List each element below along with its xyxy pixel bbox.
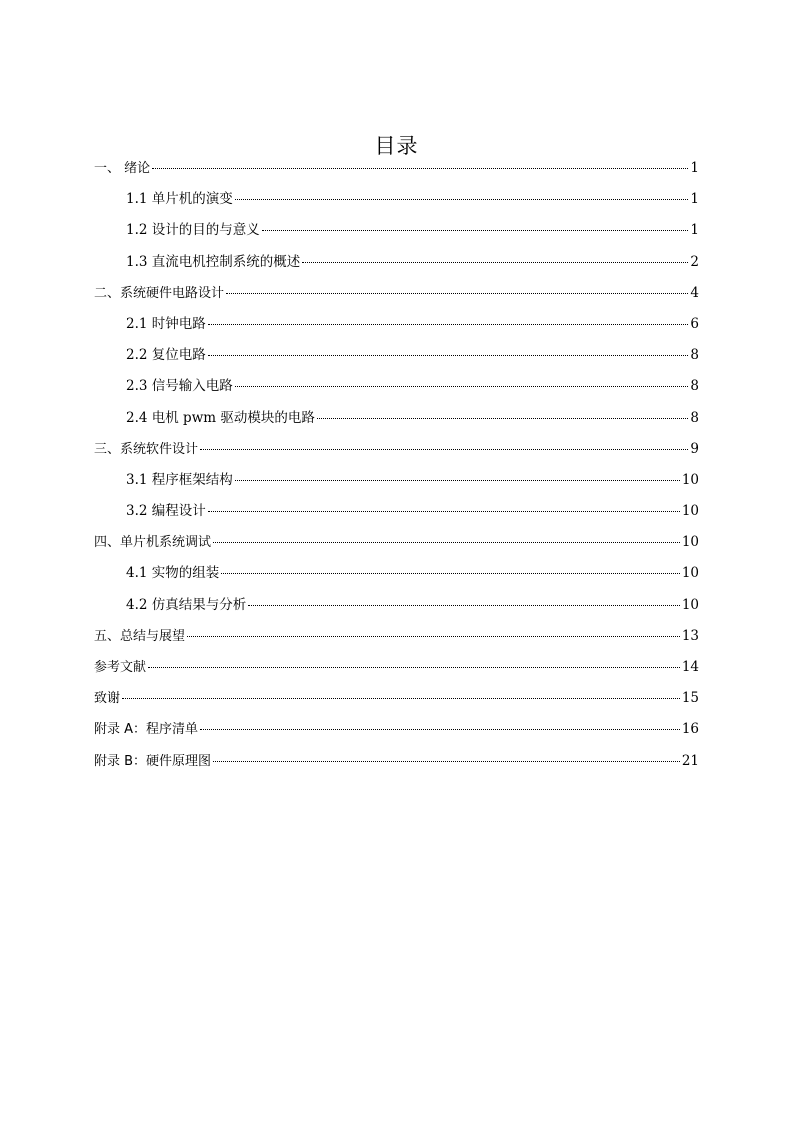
toc-entry-page-number: 10 [681, 503, 699, 520]
toc-entry-page-number: 2 [690, 253, 699, 270]
toc-entry-page-number: 10 [681, 471, 699, 488]
toc-entry-page-number: 21 [681, 752, 699, 769]
toc-entry[interactable] [94, 405, 699, 436]
toc-entry-label: 1.2 设计的目的与意义 [126, 222, 260, 239]
table-of-contents [94, 155, 699, 779]
dot-leader [208, 355, 689, 356]
dot-leader [213, 761, 680, 762]
dot-leader [152, 168, 688, 169]
dot-leader [208, 511, 680, 512]
toc-entry-label: 2.1 时钟电路 [126, 315, 206, 332]
toc-entry-label: 附录 A：程序清单 [94, 722, 199, 738]
dot-leader [235, 480, 680, 481]
toc-entry-label: 1.3 直流电机控制系统的概述 [126, 253, 301, 270]
toc-entry-page-number: 8 [690, 409, 699, 426]
toc-entry[interactable] [94, 186, 699, 217]
toc-entry-page-number: 10 [681, 565, 699, 582]
toc-entry-label: 3.1 程序框架结构 [126, 471, 233, 488]
toc-entry-page-number: 8 [690, 347, 699, 364]
toc-entry-page-number: 10 [681, 534, 699, 551]
dot-leader [122, 698, 680, 699]
toc-entry-page-number: 1 [690, 160, 699, 176]
toc-entry-page-number: 13 [681, 627, 699, 644]
toc-entry[interactable] [94, 560, 699, 591]
dot-leader [221, 573, 680, 574]
toc-entry-label: 2.3 信号输入电路 [126, 378, 233, 395]
dot-leader [262, 230, 689, 231]
toc-entry[interactable] [94, 716, 699, 747]
dot-leader [235, 199, 689, 200]
dot-leader [187, 636, 680, 637]
toc-entry[interactable] [94, 685, 699, 716]
toc-entry-label: 3.2 编程设计 [126, 503, 206, 520]
toc-entry-label: 五、总结与展望 [94, 628, 186, 644]
toc-entry[interactable] [94, 155, 699, 186]
toc-entry-label: 附录 B：硬件原理图 [94, 753, 212, 769]
dot-leader [248, 605, 680, 606]
toc-entry[interactable] [94, 623, 699, 654]
toc-entry-label: 4.1 实物的组装 [126, 565, 220, 582]
toc-entry-page-number: 9 [690, 440, 699, 457]
toc-entry-label: 2.4 电机 pwm 驱动模块的电路 [126, 409, 315, 426]
dot-leader [208, 324, 689, 325]
toc-entry[interactable] [94, 467, 699, 498]
toc-entry-label: 参考文献 [94, 660, 147, 675]
toc-entry[interactable] [94, 249, 699, 280]
toc-entry-page-number: 1 [690, 191, 699, 208]
toc-entry-label: 一、 绪论 [94, 161, 151, 176]
toc-entry[interactable] [94, 373, 699, 404]
dot-leader [235, 386, 689, 387]
toc-entry[interactable] [94, 342, 699, 373]
toc-entry-label: 2.2 复位电路 [126, 347, 206, 364]
toc-entry[interactable] [94, 654, 699, 685]
toc-entry[interactable] [94, 592, 699, 623]
toc-entry-page-number: 14 [681, 659, 699, 675]
toc-title: 目录 [374, 134, 419, 159]
toc-entry-label: 1.1 单片机的演变 [126, 191, 233, 208]
toc-entry-page-number: 10 [681, 596, 699, 613]
dot-leader [302, 262, 688, 263]
toc-entry[interactable] [94, 748, 699, 779]
dot-leader [213, 542, 680, 543]
dot-leader [317, 418, 689, 419]
toc-entry[interactable] [94, 436, 699, 467]
toc-entry[interactable] [94, 529, 699, 560]
toc-entry-page-number: 6 [690, 315, 699, 332]
toc-entry-label: 二、系统硬件电路设计 [94, 285, 225, 301]
dot-leader [148, 667, 680, 668]
dot-leader [200, 729, 680, 730]
toc-entry-label: 三、系统软件设计 [94, 441, 199, 457]
toc-entry-page-number: 8 [690, 378, 699, 395]
toc-entry[interactable] [94, 280, 699, 311]
toc-entry[interactable] [94, 311, 699, 342]
dot-leader [200, 449, 688, 450]
toc-entry-label: 4.2 仿真结果与分析 [126, 596, 247, 613]
toc-entry-page-number: 4 [690, 284, 699, 301]
toc-entry-label: 四、单片机系统调试 [94, 535, 212, 551]
dot-leader [226, 293, 688, 294]
toc-entry-label: 致谢 [94, 691, 121, 707]
toc-entry[interactable] [94, 498, 699, 529]
toc-entry-page-number: 1 [690, 222, 699, 239]
toc-entry-page-number: 16 [681, 721, 699, 738]
toc-entry[interactable] [94, 217, 699, 248]
toc-entry-page-number: 15 [681, 690, 699, 707]
